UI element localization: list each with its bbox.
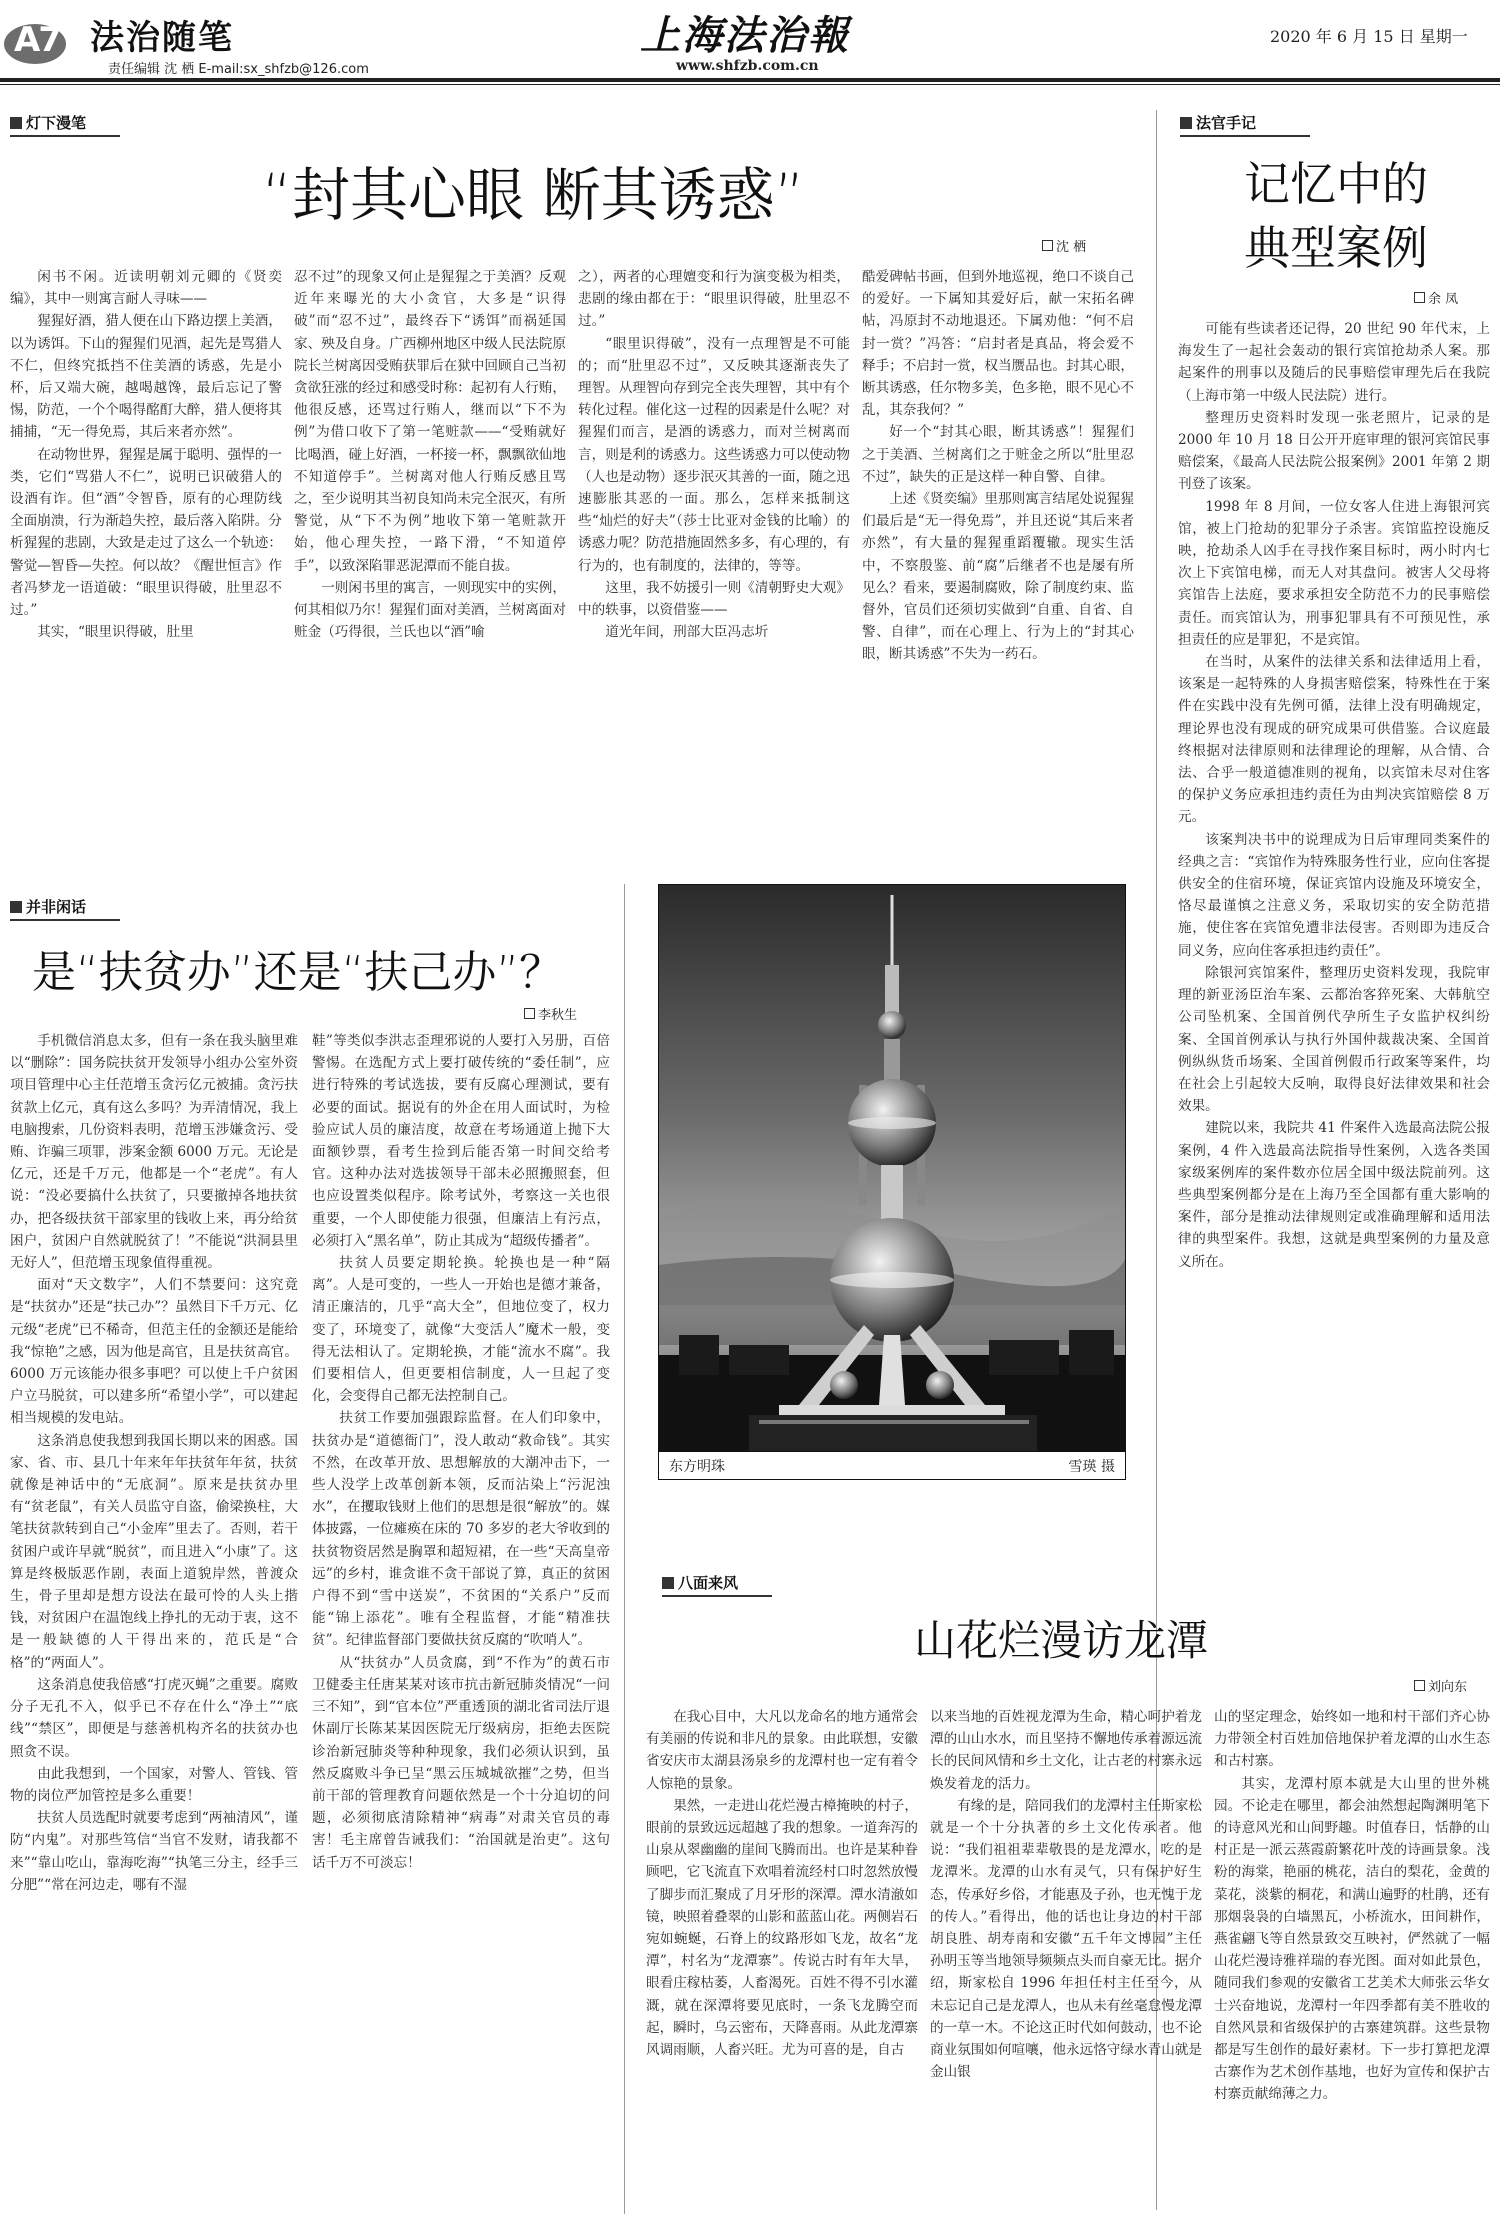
editor-line: 责任编辑 沈 栖 E-mail:sx_shfzb@126.com [108, 62, 369, 77]
paragraph: 有缘的是，陪同我们的龙潭村主任斯家松就是一个十分执著的乡土文化传承者。他说：“我们祖祖辈辈敬畏的是龙潭水，吃的是龙潭米。龙潭的山水有灵气，只有保护好生态，传承好乡俗，才能惠及子孙，也无愧于龙的传人。”看得出，他的话也让身边的村干部胡良胜、胡寿南和安徽“五千年文博园”主任孙明玉等当地领导频频点头而自豪无比。据介绍，斯家松自 1996 年担任村主任至今，从未忘记自己是龙潭人，也从未有丝毫怠慢龙潭的一草一木。不论这正时代如何鼓动，也不论商业氛围如何喧嚷，他永远恪守绿水青山就是金山银 [930, 1797, 1202, 2081]
paragraph: 闲书不闲。近读明朝刘元卿的《贤奕编》，其中一则寓言耐人寻味—— [10, 269, 282, 308]
photo-caption-bar [658, 1452, 1126, 1480]
issue-date: 2020 年 6 月 15 日 星期一 [1270, 27, 1468, 46]
paragraph: 以来当地的百姓视龙潭为生命，精心呵护着龙潭的山山水水，而且坚持不懈地传承着源远流长的民间风情和乡土文化，让古老的村寨永远焕发着龙的活力。 [930, 1709, 1202, 1792]
byline-box-icon [1414, 292, 1425, 303]
tower-illustration [659, 885, 1126, 1452]
square-icon [1180, 117, 1192, 129]
photo-credit: 雪瑛 摄 [1068, 1458, 1115, 1475]
paragraph: 猩猩好酒，猎人便在山下路边摆上美酒，以为诱饵。下山的猩猩们见酒，起先是骂猎人不仁，但终究抵挡不住美酒的诱惑，先是小杯，后又端大碗，越喝越馋，最后忘记了警惕，防范，一个个喝得酩酊大醉，猎人便将其捕捕，“无一得免焉，其后来者亦然”。 [10, 313, 282, 441]
article1-col-2 [294, 266, 566, 842]
column-label-4 [662, 1572, 772, 1597]
article4-col-3 [1214, 1706, 1490, 2220]
page-number-badge [4, 6, 84, 66]
article2-author [1414, 288, 1458, 307]
photo-oriental-pearl-tower [658, 884, 1126, 1452]
paragraph: 上述《贤奕编》里那则寓言结尾处说猩猩们最后是“无一得免焉”，并且还说“其后来者亦然”，有大量的猩猩重蹈覆辙。现实生活中，不察殷鉴、前“腐”后继者不也是屡有所见么？看来，要遏制腐败，除了制度约束、监督外，官员们还须切实做到“自重、自省、自警、自律”，而在心理上、行为上的“封其心眼，断其诱惑”不失为一药石。 [862, 491, 1134, 663]
column-label-1 [10, 112, 120, 137]
column-label-3 [10, 896, 120, 921]
square-icon [10, 901, 22, 913]
website-url[interactable]: www.shfzb.com.cn [676, 58, 819, 74]
paragraph: 这条消息使我想到我国长期以来的困惑。国家、省、市、县几十年来年年扶贫年年贫，扶贫就像是神话中的“无底洞”。原来是扶贫办里有“贫老鼠”，有关人员监守自盗，偷梁换柱，大笔扶贫款转到自己“小金库”里去了。否则，若干贫困户或许早就“脱贫”，而且进入“小康”了。这算是终极版恶作剧，表面上道貌岸然，普渡众生，骨子里却是想方设法在最可怜的人头上揩钱，对贫困户在温饱线上挣扎的无动于衷，这不是一般缺德的人干得出来的，范氏是“合格”的“两面人”。 [10, 1432, 298, 1671]
article4-author [1414, 1676, 1467, 1695]
paragraph: 这条消息使我倍感“打虎灭蝇”之重要。腐败分子无孔不入，似乎已不存在什么“净土”“底线”“禁区”，即便是与慈善机构齐名的扶贫办也照贪不误。 [10, 1676, 298, 1760]
article3-col-2 [312, 1030, 610, 2220]
author-name: 余 凤 [1428, 292, 1459, 307]
paragraph: 面对“天文数字”，人们不禁要问：这究竟是“扶贫办”还是“扶己办”？虽然目下千万元、亿元级“老虎”已不稀奇，但范主任的金额还是能给我“惊艳”之感，因为他是高官，且是扶贫高官。6000 万元该能办很多事吧？可以使上千户贫困户立马脱贫，可以建多所“希望小学”，可以建起相当规模的发电站。 [10, 1277, 298, 1427]
paragraph: “眼里识得破”，没有一点理智是不可能的；而“肚里忍不过”，又反映其逐渐丧失了理智。从理智向存到完全丧失理智，其中有个转化过程。催化这一过程的因素是什么呢？对猩猩们而言，是酒的诱惑力，而对兰树离而言，则是利的诱惑力。这些诱惑力可以使动物（人也是动物）逐步泯灭其善的一面，随之迅速膨胀其恶的一面。那么，怎样来抵制这些“灿烂的好夫”（莎士比亚对金钱的比喻）的诱惑力呢？防范措施固然多多，有心理的，有行为的，也有制度的，法律的，等等。 [578, 335, 850, 574]
paragraph: 好一个“封其心眼，断其诱惑”！猩猩们之于美酒、兰树离们之于赃金之所以“肚里忍不过”，缺失的正是这样一种自警、自律。 [862, 424, 1134, 485]
square-icon [10, 117, 22, 129]
column-label-text: 灯下漫笔 [26, 114, 87, 132]
paragraph: 鞋”等类似李洪志歪理邪说的人要打入另册，百倍警惕。在选配方式上要打破传统的“委任制”，应进行特殊的考试选拔，要有反腐心理测试，要有必要的面试。据说有的外企在用人面试时，为检验应试人员的廉洁度，故意在考场通道上抛下大面额钞票，看考生捡到后能否第一时间交给考官。这种办法对选拔领导干部未必照搬照套，但也应设置类似程序。除考试外，考察这一关也很重要，一个人即使能力很强，但廉洁上有污点，必须打入“黑名单”，防止其成为“超级传播者”。 [312, 1033, 610, 1249]
paragraph: 可能有些读者还记得，20 世纪 90 年代末，上海发生了一起社会轰动的银行宾馆抢劫杀人案。那起案件的刑事以及随后的民事赔偿审理先后在我院（上海市第一中级人民法院）进行。 [1178, 321, 1490, 404]
article2-col-1 [1178, 318, 1490, 1526]
paragraph: 该案判决书中的说理成为日后审理同类案件的经典之言：“宾馆作为特殊服务性行业，应向住客提供安全的住宿环境，保证宾馆内设施及环境安全，恪尽最谨慎之注意义务，采取切实的安全防范措施，使住客在宾馆免遭非法侵害。否则即为违反合同义务，应向住客承担违约责任”。 [1178, 831, 1490, 959]
paragraph: 1998 年 8 月间，一位女客人住进上海银河宾馆，被上门抢劫的犯罪分子杀害。宾馆监控设施反映，抢劫杀人凶手在寻找作案目标时，两小时内七次上下宾馆电梯，而无人对其盘问。被害人父母将宾馆告上法庭，要求承担安全防范不力的民事赔偿责任。而宾馆认为，刑事犯罪具有不可预见性，承担责任的应是罪犯，不是宾馆。 [1178, 498, 1490, 648]
paragraph: 果然，一走进山花烂漫古樟掩映的村子，眼前的景致远远超越了我的想象。一道奔泻的山泉从翠幽幽的崖间飞腾而出。也许是某种眷顾吧，它飞流直下欢唱着流经村口时忽然放慢了脚步而汇聚成了月牙形的深潭。潭水清澈如镜，映照着叠翠的山影和蓝蓝山花。两侧岩石宛如蜿蜒，石脊上的纹路形如飞龙，故名“龙潭”，村名为“龙潭寨”。传说古时有年大旱，眼看庄稼枯萎，人畜渴死。百姓不得不引水灌溉，就在深潭将要见底时，一条飞龙腾空而起，瞬时，乌云密布，天降喜雨。从此龙潭寨风调雨顺，人畜兴旺。尤为可喜的是，自古 [646, 1797, 918, 2059]
paragraph: 其实，龙潭村原本就是大山里的世外桃园。不论走在哪里，都会油然想起陶渊明笔下的诗意风光和山间野趣。时值春日，恬静的山村正是一派云蒸霞蔚繁花叶茂的诗画景象。浅粉的海棠，艳丽的桃花，洁白的梨花，金黄的菜花，淡紫的桐花，和满山遍野的杜鹃，还有那烟袅袅的白墙黑瓦，小桥流水，田间耕作，燕雀翩飞等自然景致交互映衬，俨然就了一幅山花烂漫诗雅祥瑞的春光图。面对如此景色，随同我们参观的安徽省工艺美术大师张云华女士兴奋地说，龙潭村一年四季都有美不胜收的自然风景和省级保护的古寨建筑群。这些景物都是写生创作的最好素材。下一步打算把龙潭古寨作为艺术创作基地，也好为宣传和保护古村寨贡献绵薄之力。 [1214, 1775, 1490, 2103]
paragraph: 其实，“眼里识得破，肚里 [37, 624, 194, 641]
masthead [0, 0, 1500, 78]
paragraph: 在当时，从案件的法律关系和法律适用上看，该案是一起特殊的人身损害赔偿案，特殊性在于案件在实践中没有先例可循，法律上没有明确规定，理论界也没有现成的研究成果可供借鉴。合议庭最终根据对法律原则和法律理论的理解，从合情、合法、合乎一般道德准则的视角，以宾馆未尽对住客的保护义务应承担违约责任为由判决宾馆赔偿 8 万元。 [1178, 654, 1490, 826]
paragraph: 从“扶贫办”人员贪腐，到“不作为”的黄石市卫健委主任唐某某对该市抗击新冠肺炎情况“一问三不知”，到“官本位”严重透顶的湖北省司法厅退休副厅长陈某某因医院无厅级病房，拒绝去医院诊治新冠肺炎等种种现象，我们必须认识到，虽然反腐败斗争已呈“黑云压城城欲摧”之势，但当前干部的管理教育问题依然是一个十分迫切的问题，必须彻底清除精神“病毒”对肃关官员的毒害！毛主席曾告诫我们：“治国就是治吏”。这句话千万不可淡忘！ [312, 1654, 610, 1871]
paragraph: 之），两者的心理嬗变和行为演变极为相类，悲剧的缘由都在于：“眼里识得破，肚里忍不过。” [578, 269, 850, 330]
newspaper-logo: 上海法治報 [640, 12, 850, 59]
paragraph: 一则闲书里的寓言，一则现实中的实例，何其相似乃尔！猩猩们面对美酒，兰树离面对赃金（巧得很，兰氏也以“酒”喻 [294, 579, 566, 641]
paragraph: 扶贫人员要定期轮换。轮换也是一种“隔离”。人是可变的，一些人一开始也是德才兼备，清正廉洁的，几乎“高大全”，但地位变了，权力变了，环境变了，就像“大变活人”魔术一般，变得无法相认了。定期轮换，才能“流水不腐”。我们要相信人，但更要相信制度，人一旦起了变化，会变得自己都无法控制自己。 [312, 1255, 610, 1405]
article2-title-line2: 典型案例 [1244, 221, 1428, 275]
byline-box-icon [524, 1008, 535, 1019]
byline-box-icon [1414, 1680, 1425, 1691]
paragraph: 在动物世界，猩猩是属于聪明、强悍的一类，它们“骂猎人不仁”，说明已识破猎人的设酒有诈。但“酒”令智昏，原有的心理防线全面崩溃，行为渐趋失控，最后落入陷阱。分析猩猩的悲剧，大致是走过了这么一个轨迹：警觉—智昏—失控。何以故？《醒世恒言》作者冯梦龙一语道破：“眼里识得破，肚里忍不过。” [10, 446, 282, 619]
paragraph: 忍不过”的现象又何止是猩猩之于美酒？反观近年来曝光的大小贪官，大多是“识得破”而“忍不过”，最终吞下“诱饵”而祸延国家、殃及自身。广西柳州地区中级人民法院原院长兰树离因受贿获罪后在狱中回顾自己当初贪欲狂涨的经过和感受时称：起初有人行贿，他很反感，还骂过行贿人，继而以“下不为例”为借口收下了第一笔赃款——“受贿就好比喝酒，碰上好酒，一杯接一杯，飘飘欲仙地不知道停手”。兰树离对他人行贿反感且骂之，至少说明其当初良知尚未完全泯灭，有所警觉，从“下不为例”地收下第一笔赃款开始，他心理失控，一路下滑，“不知道停手”，以致深陷罪恶泥潭而不能自拔。 [294, 269, 566, 574]
column-divider [624, 884, 625, 2214]
square-icon [662, 1577, 674, 1589]
paragraph: 这里，我不妨援引一则《清朝野史大观》中的轶事，以资借鉴—— [578, 579, 850, 619]
article1-col-1 [10, 266, 282, 842]
section-title: 法治随笔 [90, 18, 234, 58]
column-label-text: 并非闲话 [26, 898, 87, 916]
paragraph: 道光年间，刑部大臣冯志圻 [605, 624, 769, 641]
article3-col-1 [10, 1030, 298, 2220]
paragraph: 建院以来，我院共 41 件案件入选最高法院公报案例，4 件入选最高法院指导性案例，入选各类国家级案例库的案件数亦位居全国中级法院前列。这些典型案例都分是在上海乃至全国都有重大影响的案件，部分是推动法律规则定或准确理解和适用法律的典型案件。我想，这就是典型案例的力量及意义所在。 [1178, 1120, 1490, 1270]
article1-title: “封其心眼 断其诱惑” [262, 161, 805, 229]
paragraph: 手机微信消息太多，但有一条在我头脑里难以“删除”：国务院扶贫开发领导小组办公室外资项目管理中心主任范增玉贪污亿元被捕。贪污扶贫款上亿元，真有这么多吗？为弄清情况，我上电脑搜索，几份资料表明，范增玉涉嫌贪污、受贿、诈骗三项罪，涉案金额 6000 万元。无论是亿元，还是千万元，他都是一个“老虎”。有人说：“没必要搞什么扶贫了，只要撤掉各地扶贫办，把各级扶贫干部家里的钱收上来，再分给贫困户，贫困户自然就脱贫了！”不能说“洪洞县里无好人”，但范增玉现象值得重视。 [10, 1033, 298, 1272]
byline-box-icon [1042, 240, 1053, 251]
header-rule [0, 78, 1500, 82]
author-name: 李秋生 [538, 1008, 578, 1023]
paragraph: 扶贫工作要加强跟踪监督。在人们印象中，扶贫办是“道德衙门”，没人敢动“救命钱”。其实不然，在改革开放、思想解放的大潮冲击下，一些人没学上改革创新本领，反而沾染上“污泥浊水”，在攫取钱财上他们的思想是很“解放”的。媒体披露，一位瘫痪在床的 70 多岁的老大爷收到的扶贫物资居然是胸罩和超短裙，在一些“天高皇帝远”的乡村，谁贪谁不贪干部说了算，真正的贫困户得不到“雪中送炭”，不贫困的“关系户”反而能“锦上添花”。唯有全程监督，才能“精准扶贫”。纪律监督部门要做扶贫反腐的“吹哨人”。 [312, 1410, 610, 1649]
article4-col-2 [930, 1706, 1202, 2220]
column-label-text: 八面来风 [678, 1574, 739, 1592]
column-label-2 [1180, 112, 1310, 137]
page-number: A7 [14, 20, 60, 60]
paragraph: 酷爱碑帖书画，但到外地巡视，绝口不谈自己的爱好。一下属知其爱好后，献一宋拓名碑帖，冯原封不动地退还。下属劝他：“何不启封一赏？”冯答：“启封者是真品，将会爱不释手；不启封一赏，权当赝品也。封其心眼，断其诱惑，任尔物多美，色多艳，眼不见心不乱，其奈我何？” [862, 269, 1134, 419]
author-name: 沈 栖 [1056, 240, 1087, 255]
paragraph: 整理历史资料时发现一张老照片，记录的是 2000 年 10 月 18 日公开开庭审理的银河宾馆民事赔偿案，《最高人民法院公报案例》2001 年第 2 期刊登了该案。 [1178, 409, 1490, 493]
article1-col-3 [578, 266, 850, 842]
author-name: 刘向东 [1428, 1680, 1468, 1695]
article2-title-line1: 记忆中的 [1244, 157, 1428, 211]
paragraph: 山的坚定理念，始终如一地和村干部们齐心协力带领全村百姓加倍地保护着龙潭的山水生态和古村寨。 [1214, 1709, 1490, 1770]
article3-author [524, 1004, 577, 1023]
header-rule-thin [0, 84, 1500, 85]
article4-col-1 [646, 1706, 918, 2220]
column-label-text: 法官手记 [1196, 114, 1257, 132]
paragraph: 由此我想到，一个国家，对警人、管钱、管物的岗位严加管控是多么重要！ [10, 1765, 298, 1804]
article1-author [1042, 236, 1086, 255]
photo-caption: 东方明珠 [669, 1458, 725, 1475]
article3-title: 是“扶贫办”还是“扶己办”？ [32, 947, 564, 998]
article1-col-4 [862, 266, 1134, 842]
paragraph: 扶贫人员选配时就要考虑到“两袖清风”，谨防“内鬼”。对那些笃信“当官不发财，请我都不来”“靠山吃山，靠海吃海”“执笔三分主，经手三分肥”“常在河边走，哪有不湿 [10, 1810, 298, 1893]
paragraph: 在我心目中，大凡以龙命名的地方通常会有美丽的传说和非凡的景象。由此联想，安徽省安庆市太湖县汤泉乡的龙潭村也一定有着令人惊艳的景象。 [646, 1709, 918, 1792]
article4-title: 山花烂漫访龙潭 [914, 1616, 1209, 1665]
paragraph: 除银河宾馆案件，整理历史资料发现，我院审理的新亚汤臣治车案、云都治客猝死案、大韩航空公司坠机案、全国首例代孕所生子女监护权纠纷案、全国首例承认与执行外国仲裁裁决案、全国首例纵纵货币场案、全国首例假币行政案等案件，均在社会上引起较大反响，取得良好法律效果和社会效果。 [1178, 964, 1490, 1115]
